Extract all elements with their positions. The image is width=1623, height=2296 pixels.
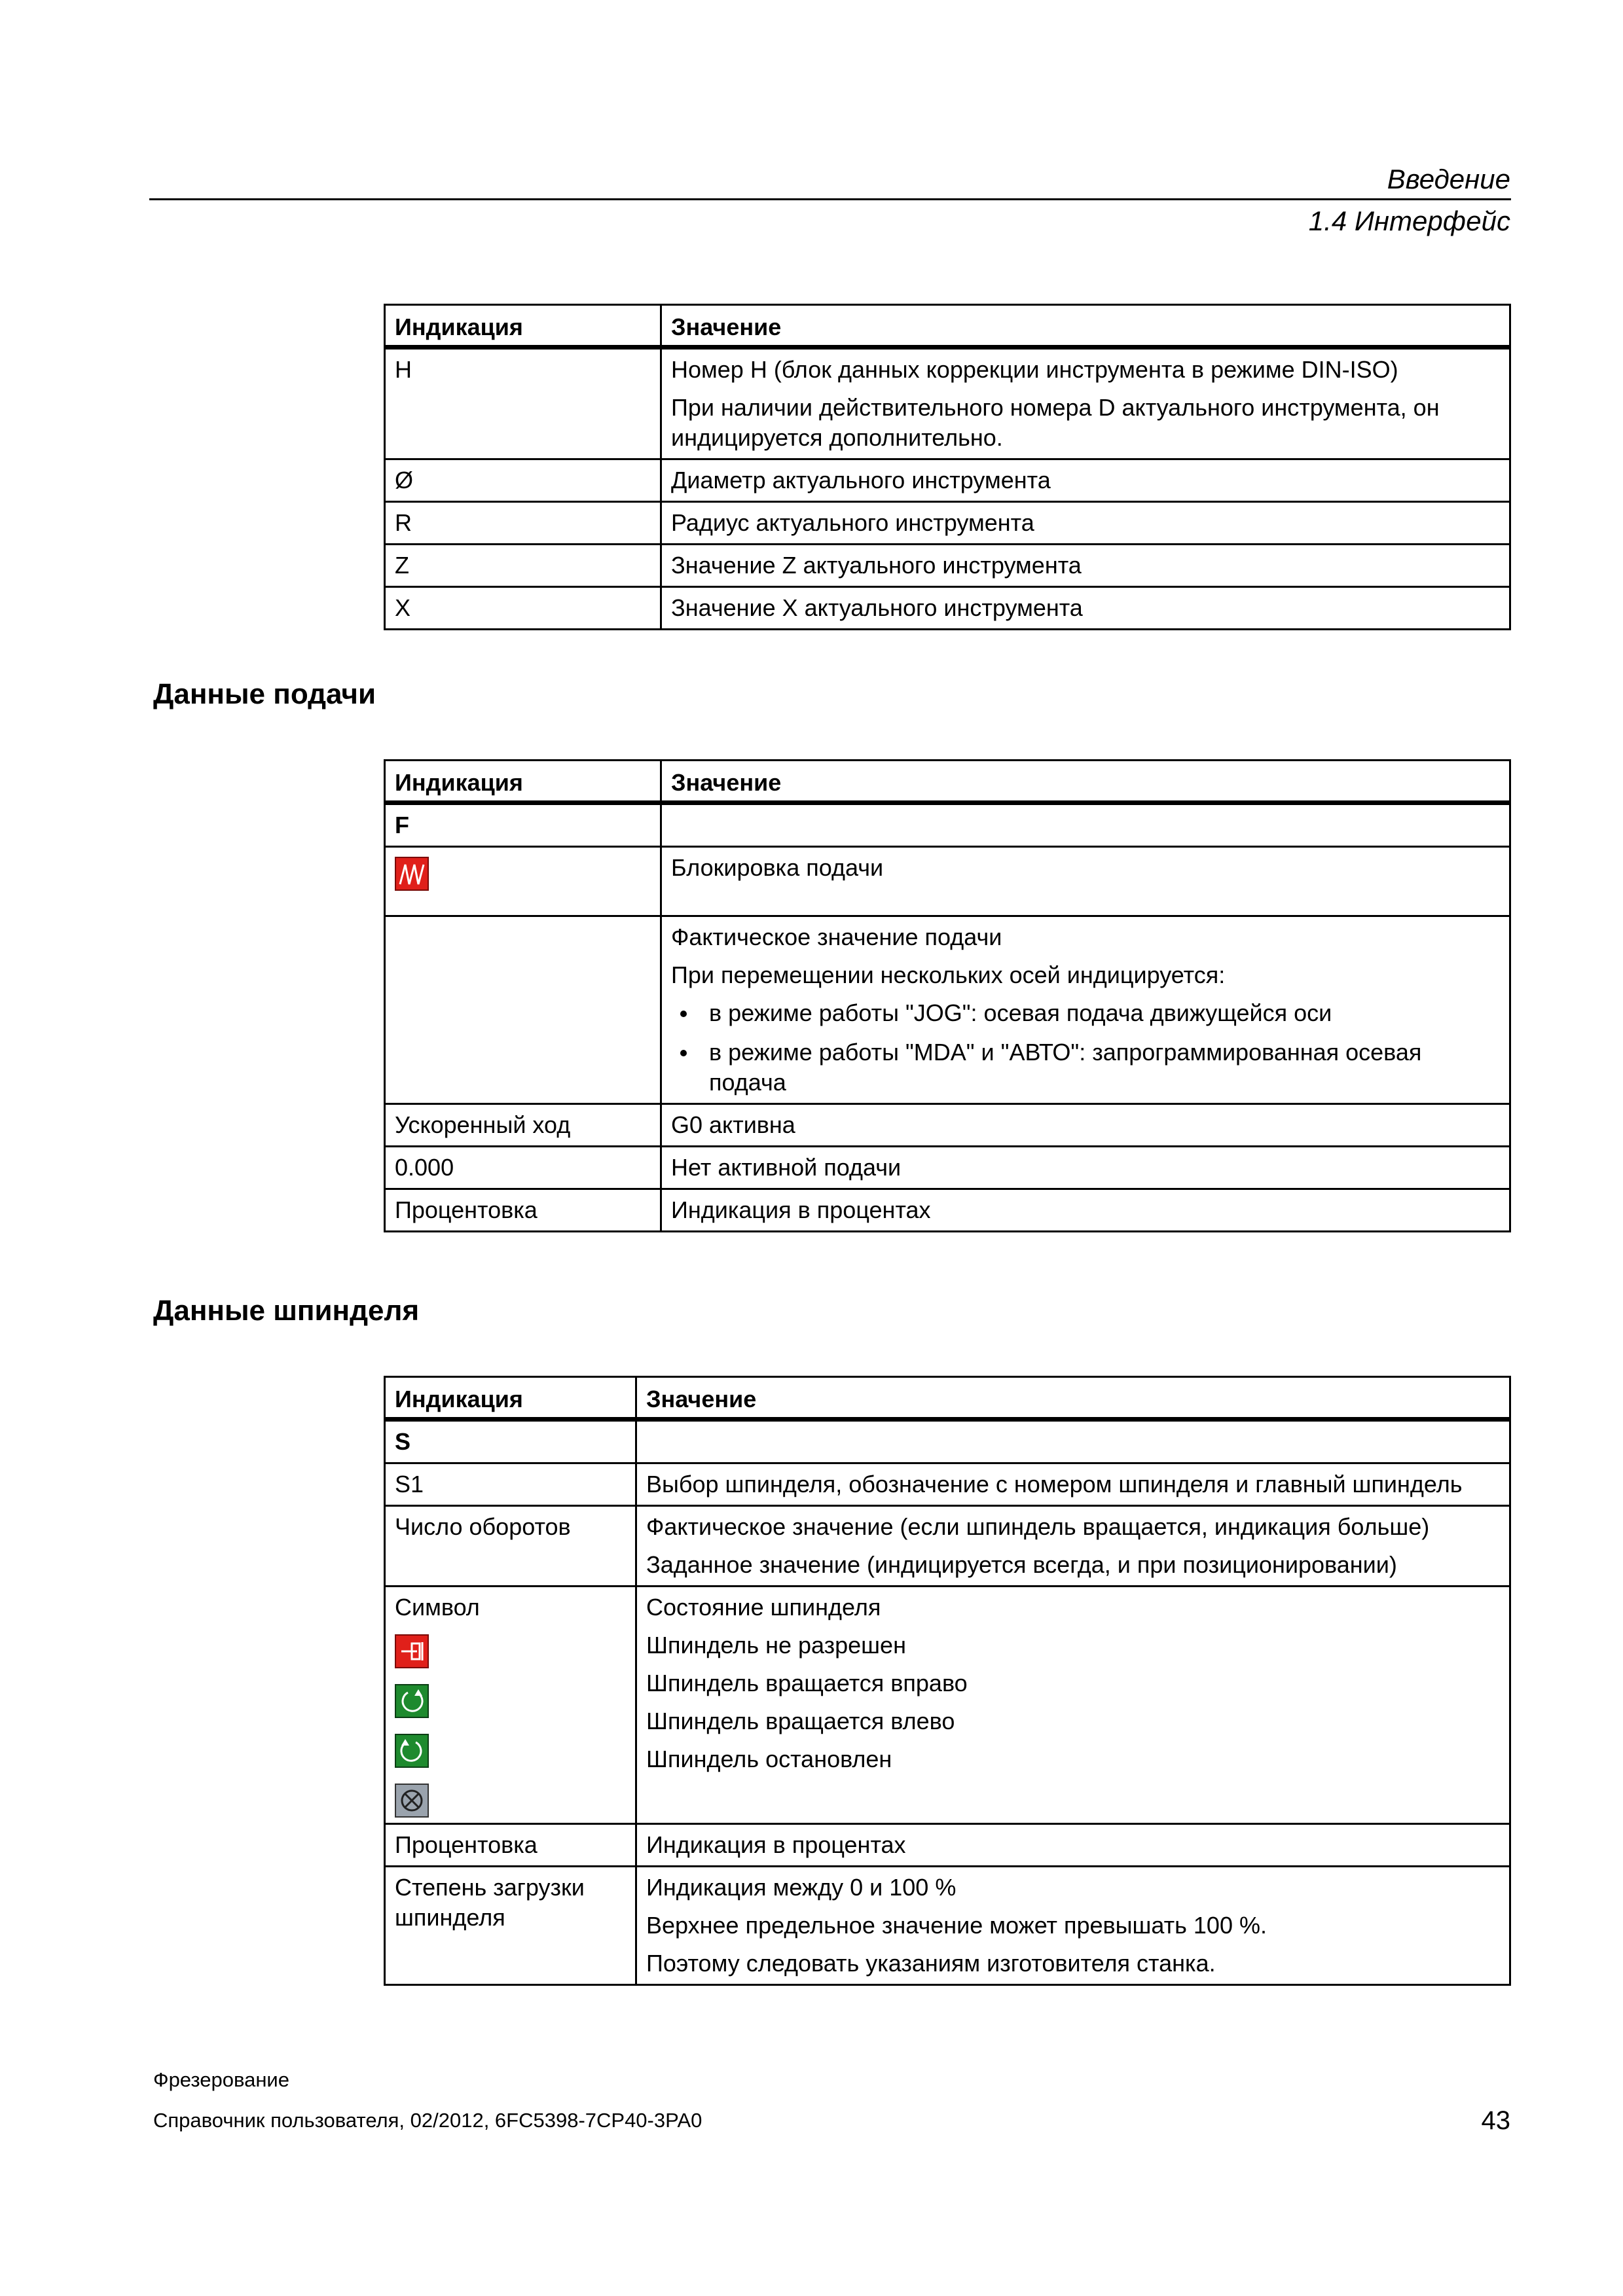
- bullet-list: [671, 998, 1501, 1098]
- meaning-cell: [636, 1867, 1510, 1985]
- bullet-item: в режиме работы "JOG": осевая подача движущейся оси: [671, 998, 1501, 1028]
- indication-cell: S1: [385, 1463, 636, 1506]
- meaning-cell: [661, 348, 1510, 459]
- spindle-not-enabled-icon: [395, 1634, 429, 1668]
- spindle-stopped-icon: [395, 1784, 429, 1818]
- table-row: [385, 587, 1510, 630]
- table-row: [385, 545, 1510, 587]
- empty-cell: [636, 1420, 1510, 1463]
- feed-label: F: [385, 803, 661, 847]
- meaning-cell: Выбор шпинделя, обозначение с номером шпинделя и главный шпиндель: [636, 1463, 1510, 1506]
- tool-data-table: [384, 304, 1511, 630]
- table-row: [385, 348, 1510, 459]
- meaning-text: Шпиндель вращается вправо: [646, 1670, 968, 1696]
- symbol-cell: [385, 1587, 636, 1824]
- table-row: [385, 916, 1510, 1104]
- meaning-cell: G0 активна: [661, 1104, 1510, 1147]
- meaning-text: Шпиндель остановлен: [646, 1746, 892, 1772]
- meaning-text: Шпиндель не разрешен: [646, 1632, 906, 1659]
- table-row: [385, 847, 1510, 916]
- spindle-section-title: Данные шпинделя: [153, 1295, 420, 1327]
- meaning-text: При перемещении нескольких осей индицируется:: [671, 961, 1226, 988]
- meaning-cell: [661, 916, 1510, 1104]
- table-header-row: [385, 761, 1510, 803]
- indication-cell: R: [385, 502, 661, 545]
- indication-cell: Ускоренный ход: [385, 1104, 661, 1147]
- indication-cell: X: [385, 587, 661, 630]
- indication-cell: 0.000: [385, 1147, 661, 1189]
- spindle-rotate-left-icon: [395, 1734, 429, 1768]
- table-row: [385, 1463, 1510, 1506]
- header-indication: Индикация: [385, 761, 661, 803]
- meaning-cell: Индикация в процентах: [636, 1824, 1510, 1867]
- meaning-text: Фактическое значение подачи: [671, 924, 1002, 950]
- meaning-text: Заданное значение (индицируется всегда, и при позиционировании): [646, 1551, 1397, 1578]
- indication-cell: Z: [385, 545, 661, 587]
- table-row: [385, 502, 1510, 545]
- indication-cell: Ø: [385, 459, 661, 502]
- table-row: [385, 1506, 1510, 1587]
- header-meaning: Значение: [661, 761, 1510, 803]
- meaning-cell: [636, 1587, 1510, 1824]
- table-row: [385, 1824, 1510, 1867]
- icon-cell: [385, 847, 661, 916]
- footer-doc-info: Справочник пользователя, 02/2012, 6FC5398-7CP40-3PA0: [153, 2109, 702, 2132]
- page-number: 43: [1481, 2106, 1510, 2135]
- empty-cell: [661, 803, 1510, 847]
- indication-cell: Процентовка: [385, 1189, 661, 1232]
- meaning-text: Индикация между 0 и 100 %: [646, 1874, 957, 1901]
- spindle-rotate-right-icon: [395, 1684, 429, 1718]
- meaning-text: Фактическое значение (если шпиндель вращается, индикация больше): [646, 1513, 1430, 1540]
- table-header-row: [385, 1377, 1510, 1420]
- table-row: [385, 459, 1510, 502]
- spindle-label: S: [385, 1420, 636, 1463]
- meaning-cell: [636, 1506, 1510, 1587]
- meaning-cell: Диаметр актуального инструмента: [661, 459, 1510, 502]
- table-row: [385, 1587, 1510, 1824]
- meaning-text: Шпиндель вращается влево: [646, 1708, 955, 1734]
- spindle-data-table: [384, 1376, 1511, 1986]
- meaning-cell: Значение Z актуального инструмента: [661, 545, 1510, 587]
- empty-cell: [385, 916, 661, 1104]
- meaning-cell: Нет активной подачи: [661, 1147, 1510, 1189]
- chapter-title: Введение: [1387, 164, 1510, 194]
- indication-text: Символ: [395, 1594, 480, 1621]
- table-row: [385, 1147, 1510, 1189]
- meaning-text: Верхнее предельное значение может превышать 100 %.: [646, 1912, 1267, 1939]
- footer-book-title: Фрезерование: [153, 2068, 289, 2091]
- header-meaning: Значение: [661, 305, 1510, 348]
- header-rule: [149, 198, 1511, 200]
- meaning-text: Состояние шпинделя: [646, 1594, 881, 1621]
- indication-cell: Процентовка: [385, 1824, 636, 1867]
- meaning-text: Поэтому следовать указаниям изготовителя станка.: [646, 1950, 1216, 1977]
- feed-section-title: Данные подачи: [153, 678, 376, 710]
- meaning-cell: Блокировка подачи: [661, 847, 1510, 916]
- table-row: [385, 1867, 1510, 1985]
- section-title: 1.4 Интерфейс: [1308, 206, 1510, 236]
- table-row: [385, 803, 1510, 847]
- table-header-row: [385, 305, 1510, 348]
- table-row: [385, 1104, 1510, 1147]
- indication-cell: Степень загрузки шпинделя: [385, 1867, 636, 1985]
- meaning-cell: Радиус актуального инструмента: [661, 502, 1510, 545]
- meaning-cell: Индикация в процентах: [661, 1189, 1510, 1232]
- header-indication: Индикация: [385, 1377, 636, 1420]
- header-meaning: Значение: [636, 1377, 1510, 1420]
- meaning-text: При наличии действительного номера D актуального инструмента, он индицируется дополнительно.: [671, 394, 1440, 451]
- indication-cell: Число оборотов: [385, 1506, 636, 1587]
- meaning-cell: Значение X актуального инструмента: [661, 587, 1510, 630]
- bullet-item: в режиме работы "MDA" и "АВТО": запрограммированная осевая подача: [671, 1037, 1501, 1098]
- meaning-text: Номер H (блок данных коррекции инструмента в режиме DIN-ISO): [671, 356, 1398, 383]
- feed-disabled-icon: [395, 857, 429, 891]
- table-row: [385, 1420, 1510, 1463]
- indication-cell: H: [385, 348, 661, 459]
- feed-data-table: [384, 759, 1511, 1232]
- header-indication: Индикация: [385, 305, 661, 348]
- table-row: [385, 1189, 1510, 1232]
